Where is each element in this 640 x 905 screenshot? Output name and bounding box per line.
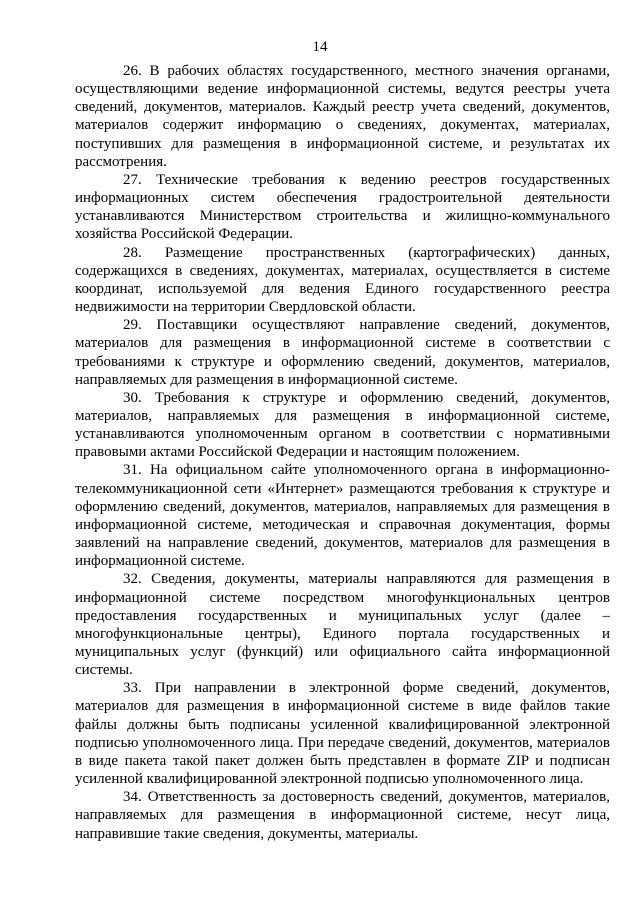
paragraph-33: 33. При направлении в электронной форме сведений, документов, материалов для размещения в информационной системе в виде файлов такие файлы должны быть подписаны усиленной квалифицированной электронной подписью уполномоченного лица. При передаче сведений, документов, материалов в виде пакета такой пакет должен быть представлен в формате ZIP и подписан усиленной квалифицированной электронной подписью уполномоченного лица. xyxy=(75,680,610,788)
document-body xyxy=(75,62,610,843)
paragraph-30: 30. Требования к структуре и оформлению сведений, документов, материалов, направляемых для размещения в информационной системе, устанавливаются уполномоченным органом в соответствии с нормативными правовыми актами Российской Федерации и настоящим положением. xyxy=(75,389,610,461)
paragraph-32: 32. Сведения, документы, материалы направляются для размещения в информационной системе посредством многофункциональных центров предоставления государственных и муниципальных услуг (далее – многофункциональные центры), Единого портала государственных и муниципальных услуг (функций) или официального сайта информационной системы. xyxy=(75,571,610,679)
page-number: 14 xyxy=(312,39,328,55)
paragraph-28: 28. Размещение пространственных (картографических) данных, содержащихся в сведениях, документах, материалах, осуществляется в системе координат, используемой для ведения Единого государственного реестра недвижимости на территории Свердловской области. xyxy=(75,244,610,316)
paragraph-29: 29. Поставщики осуществляют направление сведений, документов, материалов для размещения в информационной системе в соответствии с требованиями к структуре и оформлению сведений, документов, материалов, направляемых для размещения в информационной системе. xyxy=(75,317,610,388)
paragraph-27: 27. Технические требования к ведению реестров государственных информационных систем обеспечения градостроительной деятельности устанавливаются Министерством строительства и жилищно-коммунального хозяйства Российской Федерации. xyxy=(75,171,610,243)
paragraph-34: 34. Ответственность за достоверность сведений, документов, материалов, направляемых для размещения в информационной системе, несут лица, направившие такие сведения, документы, материалы. xyxy=(75,789,610,842)
paragraph-31: 31. На официальном сайте уполномоченного органа в информационно-телекоммуникационной сети «Интернет» размещаются требования к структуре и оформлению сведений, документов, материалов, направляемых для размещения в информационной системе, методическая и справочная документация, формы заявлений на направление сведений, документов, материалов для размещения в информационной системе. xyxy=(75,462,610,570)
paragraph-26: 26. В рабочих областях государственного, местного значения органами, осуществляющими ведение информационной системы, ведутся реестры учета сведений, документов, материалов. Каждый реестр учета сведений, документов, материалов содержит информацию о сведениях, документах, материалах, поступивших для размещения в информационной системе, и результатах их рассмотрения. xyxy=(75,63,610,170)
